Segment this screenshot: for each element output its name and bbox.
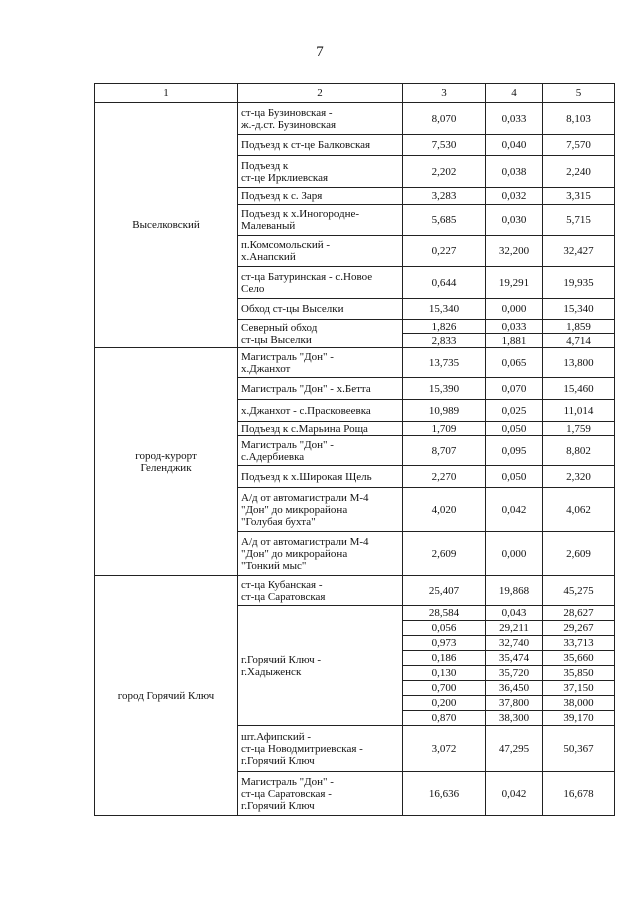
value-cell: 45,275 (543, 576, 615, 606)
column-header: 4 (486, 84, 543, 103)
value-cell: 0,870 (403, 711, 486, 726)
value-cell: 15,340 (403, 299, 486, 320)
value-cell: 29,211 (486, 621, 543, 636)
column-header: 3 (403, 84, 486, 103)
value-cell: 0,065 (486, 348, 543, 378)
value-cell: 0,700 (403, 681, 486, 696)
value-cell: 0,025 (486, 400, 543, 422)
header-row (95, 84, 615, 103)
table-row (95, 576, 615, 606)
value-cell: 11,014 (543, 400, 615, 422)
road-cell: Северный обход ст-цы Выселки (238, 320, 403, 348)
value-cell: 16,678 (543, 772, 615, 816)
value-cell: 0,000 (486, 532, 543, 576)
road-cell: Магистраль "Дон" - с.Адербиевка (238, 436, 403, 466)
value-cell: 1,881 (486, 334, 543, 348)
value-cell: 0,042 (486, 772, 543, 816)
road-cell: Подъезд к ст-це Балковская (238, 135, 403, 156)
value-cell: 32,740 (486, 636, 543, 651)
value-cell: 2,320 (543, 466, 615, 488)
value-cell: 33,713 (543, 636, 615, 651)
value-cell: 28,584 (403, 606, 486, 621)
value-cell: 1,709 (403, 422, 486, 436)
value-cell: 13,800 (543, 348, 615, 378)
value-cell: 28,627 (543, 606, 615, 621)
value-cell: 0,095 (486, 436, 543, 466)
road-cell: п.Комсомольский - х.Анапский (238, 236, 403, 267)
value-cell: 8,070 (403, 103, 486, 135)
road-cell: Обход ст-цы Выселки (238, 299, 403, 320)
value-cell: 8,707 (403, 436, 486, 466)
value-cell: 4,714 (543, 334, 615, 348)
value-cell: 0,056 (403, 621, 486, 636)
road-cell: г.Горячий Ключ - г.Хадыженск (238, 606, 403, 726)
value-cell: 0,000 (486, 299, 543, 320)
value-cell: 0,050 (486, 466, 543, 488)
value-cell: 3,283 (403, 188, 486, 205)
page-number: 7 (316, 44, 324, 60)
value-cell: 0,973 (403, 636, 486, 651)
road-cell: ст-ца Бузиновская - ж.-д.ст. Бузиновская (238, 103, 403, 135)
value-cell: 39,170 (543, 711, 615, 726)
road-cell: Подъезд к х.Широкая Щель (238, 466, 403, 488)
road-cell: Магистраль "Дон" - ст-ца Саратовская - г.Горячий Ключ (238, 772, 403, 816)
value-cell: 35,660 (543, 651, 615, 666)
roads-table (94, 83, 615, 816)
value-cell: 2,609 (543, 532, 615, 576)
value-cell: 1,859 (543, 320, 615, 334)
value-cell: 37,800 (486, 696, 543, 711)
column-header: 5 (543, 84, 615, 103)
value-cell: 0,042 (486, 488, 543, 532)
value-cell: 15,460 (543, 378, 615, 400)
road-cell: Магистраль "Дон" - х.Бетта (238, 378, 403, 400)
road-cell: ст-ца Кубанская - ст-ца Саратовская (238, 576, 403, 606)
value-cell: 0,033 (486, 103, 543, 135)
road-cell: Подъезд к с. Заря (238, 188, 403, 205)
value-cell: 32,427 (543, 236, 615, 267)
value-cell: 8,103 (543, 103, 615, 135)
value-cell: 35,474 (486, 651, 543, 666)
value-cell: 35,720 (486, 666, 543, 681)
road-cell: ст-ца Батуринская - с.Новое Село (238, 267, 403, 299)
value-cell: 2,270 (403, 466, 486, 488)
district-cell: Выселковский (95, 103, 238, 348)
value-cell: 10,989 (403, 400, 486, 422)
value-cell: 25,407 (403, 576, 486, 606)
column-header: 2 (238, 84, 403, 103)
value-cell: 35,850 (543, 666, 615, 681)
road-cell: А/д от автомагистрали М-4 "Дон" до микрорайона "Тонкий мыс" (238, 532, 403, 576)
value-cell: 50,367 (543, 726, 615, 772)
value-cell: 0,186 (403, 651, 486, 666)
value-cell: 3,315 (543, 188, 615, 205)
value-cell: 2,202 (403, 156, 486, 188)
value-cell: 38,300 (486, 711, 543, 726)
value-cell: 19,868 (486, 576, 543, 606)
value-cell: 16,636 (403, 772, 486, 816)
value-cell: 0,038 (486, 156, 543, 188)
value-cell: 5,685 (403, 205, 486, 236)
value-cell: 3,072 (403, 726, 486, 772)
value-cell: 32,200 (486, 236, 543, 267)
value-cell: 5,715 (543, 205, 615, 236)
value-cell: 0,040 (486, 135, 543, 156)
table-row (95, 103, 615, 135)
value-cell: 0,033 (486, 320, 543, 334)
value-cell: 1,759 (543, 422, 615, 436)
road-cell: А/д от автомагистрали М-4 "Дон" до микрорайона "Голубая бухта" (238, 488, 403, 532)
value-cell: 0,130 (403, 666, 486, 681)
value-cell: 19,291 (486, 267, 543, 299)
value-cell: 7,570 (543, 135, 615, 156)
value-cell: 19,935 (543, 267, 615, 299)
district-cell: город-курорт Геленджик (95, 348, 238, 576)
value-cell: 15,340 (543, 299, 615, 320)
value-cell: 2,609 (403, 532, 486, 576)
value-cell: 0,227 (403, 236, 486, 267)
road-cell: шт.Афипский - ст-ца Новодмитриевская - г.Горячий Ключ (238, 726, 403, 772)
value-cell: 38,000 (543, 696, 615, 711)
value-cell: 0,043 (486, 606, 543, 621)
value-cell: 29,267 (543, 621, 615, 636)
value-cell: 0,644 (403, 267, 486, 299)
value-cell: 0,032 (486, 188, 543, 205)
value-cell: 2,240 (543, 156, 615, 188)
road-cell: Подъезд к с.Марьина Роща (238, 422, 403, 436)
road-cell: Магистраль "Дон" - х.Джанхот (238, 348, 403, 378)
value-cell: 7,530 (403, 135, 486, 156)
value-cell: 8,802 (543, 436, 615, 466)
value-cell: 15,390 (403, 378, 486, 400)
value-cell: 0,200 (403, 696, 486, 711)
value-cell: 2,833 (403, 334, 486, 348)
value-cell: 47,295 (486, 726, 543, 772)
value-cell: 37,150 (543, 681, 615, 696)
table-row (95, 348, 615, 378)
road-cell: Подъезд к х.Иногородне- Малеваный (238, 205, 403, 236)
value-cell: 4,062 (543, 488, 615, 532)
value-cell: 4,020 (403, 488, 486, 532)
value-cell: 13,735 (403, 348, 486, 378)
column-header: 1 (95, 84, 238, 103)
value-cell: 1,826 (403, 320, 486, 334)
district-cell: город Горячий Ключ (95, 576, 238, 816)
value-cell: 0,030 (486, 205, 543, 236)
road-cell: Подъезд к ст-це Ирклиевская (238, 156, 403, 188)
value-cell: 0,050 (486, 422, 543, 436)
value-cell: 36,450 (486, 681, 543, 696)
road-cell: х.Джанхот - с.Прасковеевка (238, 400, 403, 422)
value-cell: 0,070 (486, 378, 543, 400)
